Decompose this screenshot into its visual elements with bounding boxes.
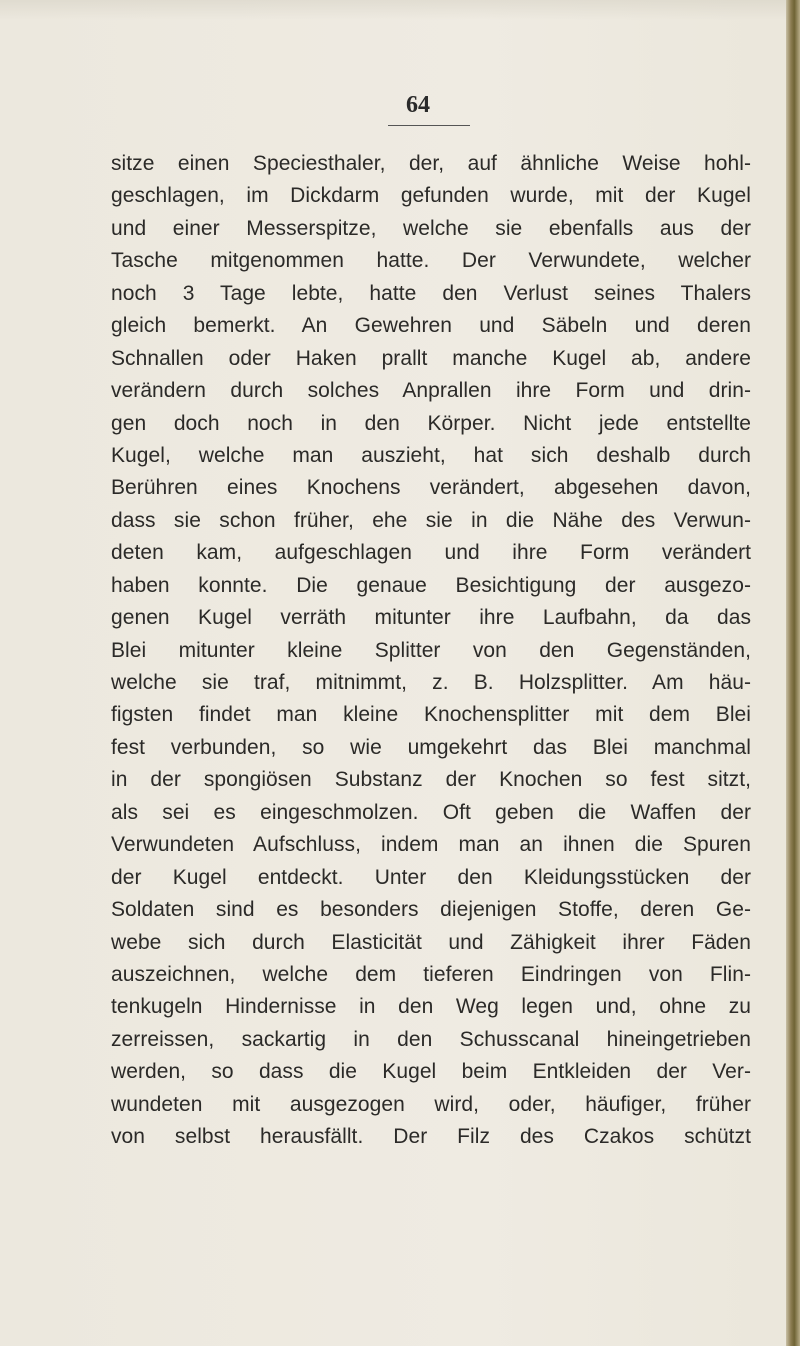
text-line: haben konnte. Die genaue Besichtigung der ausgezo-	[111, 573, 751, 597]
text-line: gleich bemerkt. An Gewehren und Säbeln und deren	[111, 314, 751, 338]
text-line: welche sie traf, mitnimmt, z. B. Holzsplitter. Am häu-	[111, 671, 751, 694]
text-line: fest verbunden, so wie umgekehrt das Blei manchmal	[111, 735, 751, 759]
text-line: Schnallen oder Haken prallt manche Kugel ab, andere	[111, 346, 751, 370]
text-line: Verwundeten Aufschluss, indem man an ihnen die Spuren	[111, 833, 751, 857]
text-line: verändern durch solches Anprallen ihre Form und drin-	[111, 379, 751, 403]
text-line: gen doch noch in den Körper. Nicht jede entstellte	[111, 411, 751, 435]
text-line: geschlagen, im Dickdarm gefunden wurde, mit der Kugel	[111, 184, 751, 208]
page-edge-shadow	[786, 0, 800, 1346]
text-line: Berühren eines Knochens verändert, abgesehen davon,	[111, 476, 751, 500]
text-line: sitze einen Speciesthaler, der, auf ähnliche Weise hohl-	[111, 152, 751, 175]
text-line: von selbst herausfällt. Der Filz des Czakos schützt	[111, 1125, 751, 1149]
text-line: noch 3 Tage lebte, hatte den Verlust seines Thalers	[111, 281, 751, 305]
text-line: wundeten mit ausgezogen wird, oder, häufiger, früher	[111, 1092, 751, 1116]
text-line: in der spongiösen Substanz der Knochen so fest sitzt,	[111, 768, 751, 792]
text-line: deten kam, aufgeschlagen und ihre Form verändert	[111, 541, 751, 565]
text-line: und einer Messerspitze, welche sie ebenfalls aus der	[111, 216, 751, 240]
text-line: webe sich durch Elasticität und Zähigkeit ihrer Fäden	[111, 930, 751, 954]
page-top-shadow	[0, 0, 800, 20]
text-line: dass sie schon früher, ehe sie in die Nähe des Verwun-	[111, 508, 751, 532]
text-line: werden, so dass die Kugel beim Entkleiden der Ver-	[111, 1060, 751, 1084]
body-text	[111, 148, 751, 1154]
text-line: der Kugel entdeckt. Unter den Kleidungsstücken der	[111, 865, 751, 889]
text-line: tenkugeln Hindernisse in den Weg legen und, ohne zu	[111, 995, 751, 1019]
text-line: als sei es eingeschmolzen. Oft geben die Waffen der	[111, 800, 751, 824]
text-line: genen Kugel verräth mitunter ihre Laufbahn, da das	[111, 606, 751, 630]
text-line: Tasche mitgenommen hatte. Der Verwundete, welcher	[111, 249, 751, 273]
page-number-underline	[388, 125, 470, 126]
text-line: Kugel, welche man auszieht, hat sich deshalb durch	[111, 443, 751, 467]
text-line: auszeichnen, welche dem tieferen Eindringen von Flin-	[111, 962, 751, 986]
text-line: Soldaten sind es besonders diejenigen Stoffe, deren Ge-	[111, 898, 751, 922]
page-number: 64	[406, 92, 430, 118]
text-line: Blei mitunter kleine Splitter von den Gegenständen,	[111, 638, 751, 662]
text-line: zerreissen, sackartig in den Schusscanal hineingetrieben	[111, 1027, 751, 1051]
text-line: figsten findet man kleine Knochensplitter mit dem Blei	[111, 703, 751, 727]
